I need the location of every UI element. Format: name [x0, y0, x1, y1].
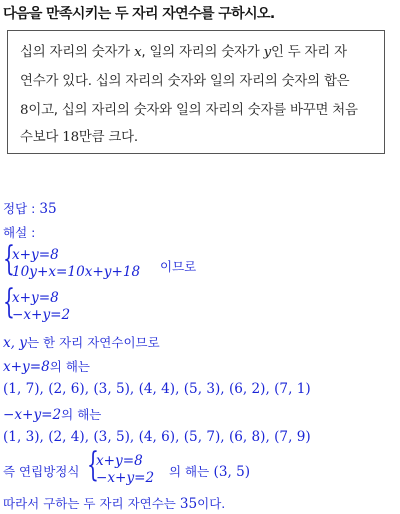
line-eq1: x+y=8의 해는	[3, 359, 90, 375]
answer-line: 정답 : 35	[3, 201, 57, 217]
solutions-1: (1, 7), (2, 6), (3, 5), (4, 4), (5, 3), (6, 2), (7, 1)	[3, 381, 311, 397]
problem-line-2: 연수가 있다. 십의 자리의 숫자와 일의 자리의 숫자의 합은	[20, 74, 350, 89]
problem-line-3: 8이고, 십의 자리의 숫자와 일의 자리의 숫자를 바꾸면 처음	[20, 103, 358, 118]
problem-line-4: 수보다 18만큼 크다.	[20, 130, 138, 145]
final-answer-line: 따라서 구하는 두 자리 자연수는 35이다.	[3, 496, 226, 512]
system-result: 의 해는 (3, 5)	[169, 464, 251, 480]
brace-symbol: {	[3, 239, 15, 279]
so-system-label: 즉 연립방정식	[3, 464, 80, 479]
brace-symbol: {	[87, 445, 99, 485]
brace-symbol: {	[3, 282, 15, 322]
explanation-label: 해설 :	[3, 225, 36, 240]
problem-line-1: 십의 자리의 숫자가 x, 일의 자리의 숫자가 y인 두 자리 자	[20, 45, 347, 60]
problem-box	[7, 30, 385, 154]
question-title: 다음을 만족시키는 두 자리 자연수를 구하시오.	[3, 6, 275, 22]
line-xy: x, y는 한 자리 자연수이므로	[3, 335, 160, 351]
solutions-2: (1, 3), (2, 4), (3, 5), (4, 6), (5, 7), (6, 8), (7, 9)	[3, 429, 311, 445]
line-eq2: −x+y=2의 해는	[3, 407, 102, 423]
